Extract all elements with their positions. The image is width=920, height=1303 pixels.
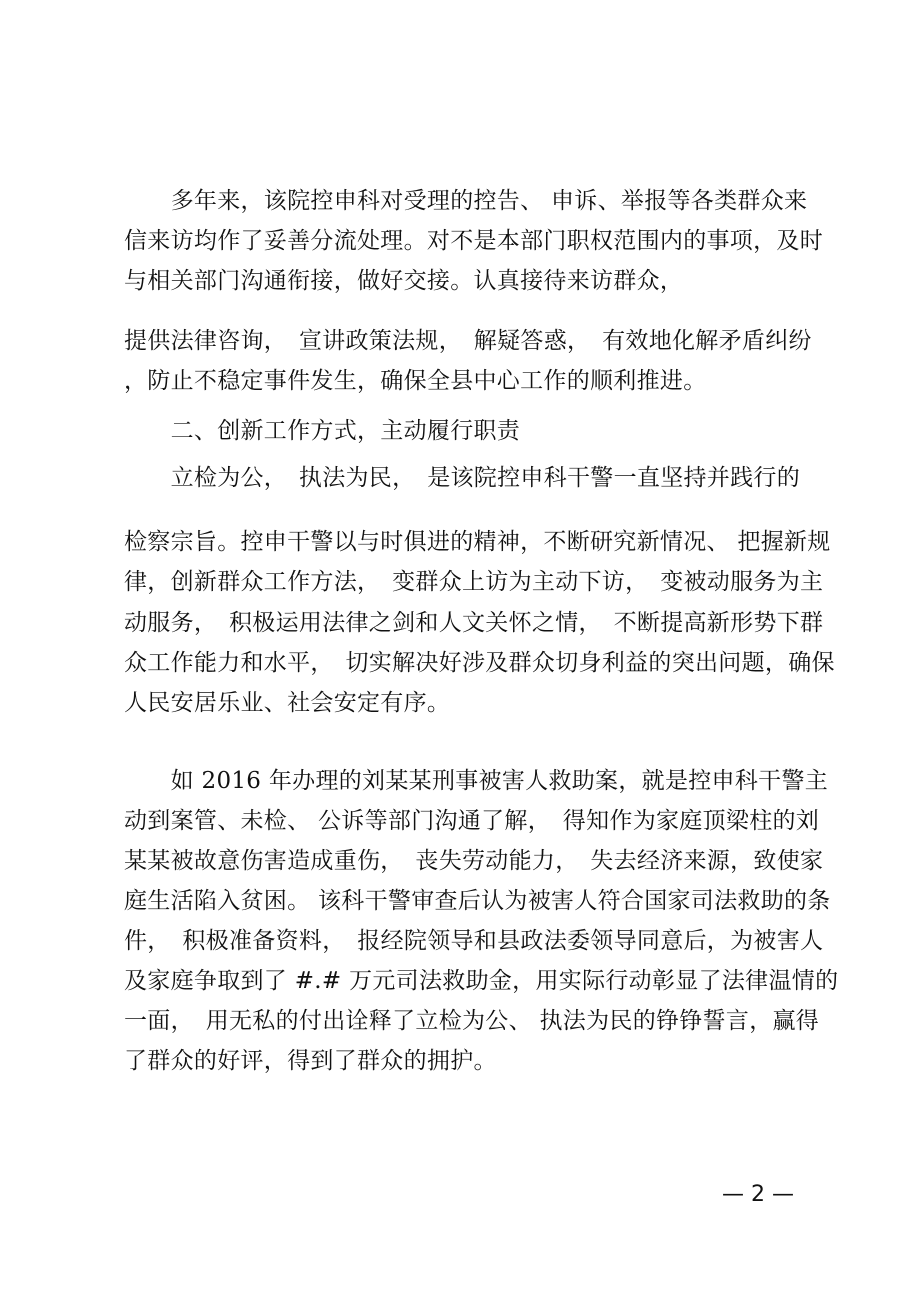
text-line: 众工作能力和水平， 切实解决好涉及群众切身利益的突出问题，确保 xyxy=(124,650,835,676)
text-line: 多年来，该院控申科对受理的控告、 申诉、举报等各类群众来 xyxy=(124,188,808,214)
text-line: 某某被故意伤害造成重伤， 丧失劳动能力， 失去经济来源，致使家 xyxy=(124,848,824,874)
text-line: 动服务， 积极运用法律之剑和人文关怀之情， 不断提高新形势下群 xyxy=(124,610,824,636)
text-line: 及家庭争取到了 #.# 万元司法救助金，用实际行动彰显了法律温情的 xyxy=(124,968,839,994)
text-line: 一面， 用无私的付出诠释了立检为公、 执法为民的铮铮誓言，赢得 xyxy=(124,1008,820,1034)
text-line: 与相关部门沟通衔接，做好交接。认真接待来访群众， xyxy=(124,268,684,294)
text-line: 件， 积极准备资料， 报经院领导和县政法委领导同意后，为被害人 xyxy=(124,928,824,954)
text-line: 信来访均作了妥善分流处理。对不是本部门职权范围内的事项，及时 xyxy=(124,228,823,254)
text-line: 庭生活陷入贫困。 该科干警审查后认为被害人符合国家司法救助的条 xyxy=(124,888,831,914)
text-line: 提供法律咨询， 宣讲政策法规， 解疑答惑， 有效地化解矛盾纠纷 xyxy=(124,328,812,354)
text-line: 了群众的好评，得到了群众的拥护。 xyxy=(124,1048,497,1074)
text-line: 立检为公， 执法为民， 是该院控申科干警一直坚持并践行的 xyxy=(124,465,800,491)
text-line: 律，创新群众工作方法， 变群众上访为主动下访， 变被动服务为主 xyxy=(124,569,824,595)
section-heading: 二、创新工作方式，主动履行职责 xyxy=(124,418,521,444)
page-number: — 2 — xyxy=(722,1182,794,1207)
text-line: 如 2016 年办理的刘某某刑事被害人救助案，就是控申科干警主 xyxy=(124,768,829,794)
text-line: 动到案管、未检、 公诉等部门沟通了解， 得知作为家庭顶梁柱的刘 xyxy=(124,808,820,834)
text-line: 人民安居乐业、社会安定有序。 xyxy=(124,690,451,716)
text-line: 检察宗旨。控申干警以与时俱进的精神，不断研究新情况、 把握新规 xyxy=(124,529,831,555)
text-line: ，防止不稳定事件发生，确保全县中心工作的顺利推进。 xyxy=(124,368,707,394)
